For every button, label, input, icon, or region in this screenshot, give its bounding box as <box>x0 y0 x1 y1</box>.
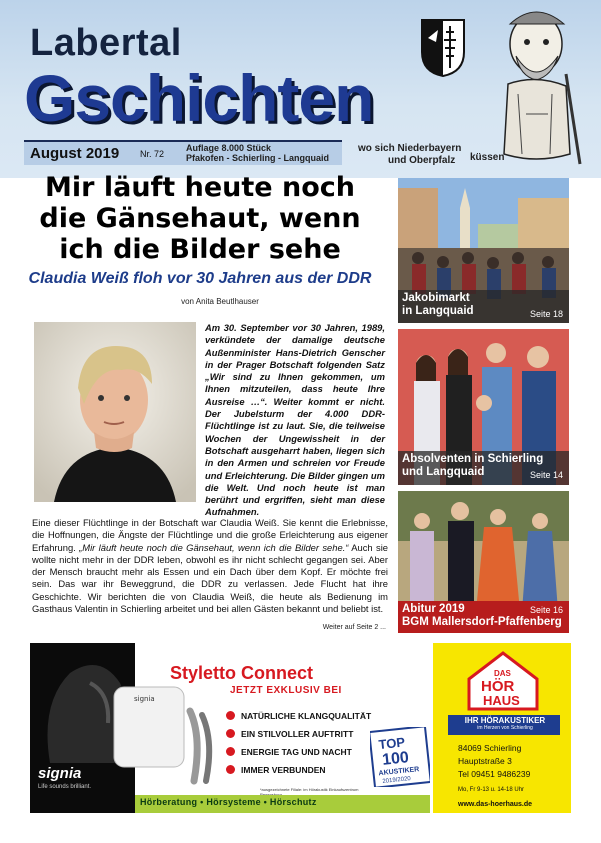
article-body <box>32 517 388 615</box>
product-title: Styletto Connect <box>170 663 314 683</box>
masthead-slogan <box>358 143 461 167</box>
teaser-page: Seite 16 <box>529 605 563 615</box>
teaser-title <box>402 453 543 479</box>
edition-line-1: Auflage 8.000 Stück <box>186 143 272 153</box>
slogan-line-1: wo sich Niederbayern <box>358 143 462 154</box>
masthead-title-line2: Gschichten <box>24 61 374 135</box>
headline-line-3: ich die Bilder sehe <box>59 234 341 265</box>
teaser-title-line-1: Abitur 2019 <box>402 603 465 615</box>
edition-line-2: Pfakofen - Schierling - Langquaid <box>186 153 330 163</box>
teaser-title <box>402 292 474 318</box>
coat-of-arms-icon <box>420 18 466 78</box>
feature-item <box>226 711 371 721</box>
svg-text:signia: signia <box>134 695 155 703</box>
body-quote: „Mir läuft heute noch die Gänsehaut, wenn ich die Bilder sehe.“ <box>79 541 349 553</box>
body-text-2: Auch sie wollte nicht mehr in der DDR leben, obwohl es ihr nicht schlecht gegangen sei. Aber der Mensch braucht mehr als Essen und ein Dach über dem Kopf. Er möchte frei sein. Das war ihr Beweggrund, die DDR zu verlassen. Jede Flucht hat ihre Geschichte. Wir berichten die von Claudia Weiß, die heute als Bedienung im Gasthaus Valentin in Schierling arbeitet und bei allen Gästen bekannt und beliebt ist. <box>32 541 388 615</box>
masthead-title-line1: Labertal <box>30 22 182 64</box>
advertisement[interactable] <box>30 643 571 813</box>
product-subtitle: JETZT EXKLUSIV BEI <box>230 685 342 696</box>
badge-top: TOP <box>377 734 406 753</box>
headline-line-1: Mir läuft heute noch <box>45 172 355 203</box>
teaser-absolventen[interactable] <box>398 329 569 485</box>
feature-item <box>226 765 326 775</box>
slogan-word: küssen <box>470 152 505 163</box>
mascot-illustration-icon <box>466 4 586 169</box>
teaser-title-line-1: Jakobimarkt <box>402 292 470 304</box>
continued-link[interactable]: Weiter auf Seite 2 ... <box>322 624 386 631</box>
store-phone: Tel 09451 9486239 <box>458 769 531 779</box>
article-byline: von Anita Beutlhauser <box>181 297 259 306</box>
hearing-aid-case-icon <box>110 677 215 792</box>
store-logo-house-icon <box>465 649 541 711</box>
teaser-abitur[interactable] <box>398 491 569 633</box>
brand-claim: Life sounds brilliant. <box>38 784 92 790</box>
edition-info <box>186 143 329 163</box>
store-address-line: Hauptstraße 3 <box>458 756 512 766</box>
badge-number: 100 <box>381 749 410 769</box>
feature-item <box>226 747 352 757</box>
teaser-jakobimarkt[interactable] <box>398 178 569 323</box>
store-tagline-sub: im Herzen von Schierling <box>477 725 533 731</box>
teaser-title-line-1: Absolventen in Schierling <box>402 453 544 465</box>
store-hours: Mo, Fr 9-13 u. 14-18 Uhr <box>458 787 525 793</box>
teaser-title-line-2: in Langquaid <box>402 305 474 317</box>
teaser-page: Seite 14 <box>529 470 563 480</box>
ad-slogan: Hörberatung • Hörsysteme • Hörschutz <box>140 797 317 807</box>
store-logo-line-2: HÖR <box>481 678 515 695</box>
article-lead: Am 30. September vor 30 Jahren, 1989, verkündete der damalige deutsche Außenminister Hans-Dietrich Genscher in der Prager Botschaft folgenden Satz „Wir sind zu Ihnen gekommen, um Ihnen mitzuteilen, dass heute Ihre Ausreise …“. Weiter kommt er nicht. Der Jubelsturm der 4.000 DDR-Flüchtlinge ist zu laut. Sie, die teilweise Wochen der Ungewissheit in der Botschaft ausgeharrt haben, liegen sich in den Armen und schreien vor Freude und Erleichterung. Die Bilder gingen um die Welt. Und noch heute ist man berührt und ergriffen, sieht man diese Aufnahmen. <box>205 322 385 518</box>
slogan-line-2: und Oberpfalz <box>388 155 456 166</box>
ad-footnote: *ausgezeichnete Filiale: im Hörakustik Einkaufszentrum <box>260 787 359 792</box>
store-address-line: 84069 Schierling <box>458 743 522 753</box>
issue-number: Nr. 72 <box>140 149 165 159</box>
teaser-title-line-2: BGM Mallersdorf-Pfaffenberg <box>402 616 562 628</box>
article-headline <box>14 172 386 265</box>
bullet-icon <box>226 729 235 738</box>
teaser-title-line-2: und Langquaid <box>402 466 485 478</box>
bullet-icon <box>226 747 235 756</box>
feature-item <box>226 729 353 739</box>
portrait-photo <box>34 322 196 502</box>
badge-label: AKUSTIKER <box>378 766 420 778</box>
badge-year: 2019/2020 <box>382 776 412 785</box>
feature-label: IMMER VERBUNDEN <box>241 765 326 775</box>
bullet-icon <box>226 711 235 720</box>
feature-label: EIN STILVOLLER AUFTRITT <box>241 729 354 739</box>
teaser-page: Seite 18 <box>529 309 563 319</box>
store-logo-line-1: DAS <box>494 669 511 678</box>
store-website-link[interactable]: www.das-hoerhaus.de <box>458 801 533 808</box>
issue-date: August 2019 <box>30 145 120 162</box>
feature-label: ENERGIE TAG UND NACHT <box>241 747 352 757</box>
brand-logo: signia <box>38 765 82 782</box>
top-100-badge <box>370 727 430 787</box>
bullet-icon <box>226 765 235 774</box>
store-logo-line-3: HAUS <box>483 693 520 708</box>
headline-line-2: die Gänsehaut, wenn <box>39 203 361 234</box>
body-text-1: Eine dieser Flüchtlinge in der Botschaft war Claudia Weiß. Sie kennt die Erlebnisse, die Hoffnungen, die Ängste der Flüchtlinge und die große Erleichterung aus eigener Erfahrung. <box>32 517 388 553</box>
feature-label: NATÜRLICHE KLANGQUALITÄT <box>241 711 372 721</box>
article-subheadline: Claudia Weiß floh vor 30 Jahren aus der DDR <box>28 270 372 287</box>
store-tagline: IHR HÖRAKUSTIKER <box>464 716 546 725</box>
